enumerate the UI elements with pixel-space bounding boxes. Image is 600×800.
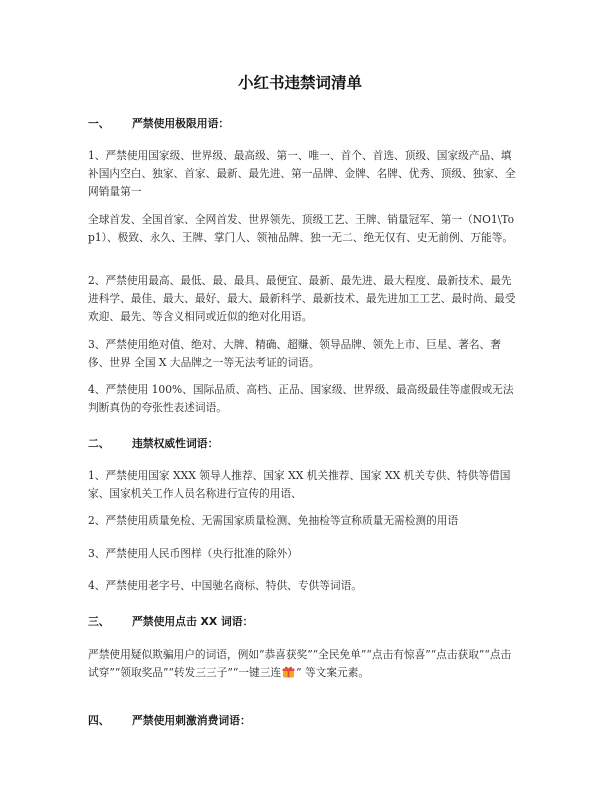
section-number: 二、: [88, 437, 110, 450]
section-heading-2: [88, 436, 218, 454]
section-number: 一、: [88, 117, 110, 130]
section-title: 严禁使用点击 XX 词语：: [132, 615, 254, 628]
paragraph-text: ” 等文案元素。: [296, 666, 370, 679]
section-heading-4: [88, 713, 251, 731]
paragraph: 4、严禁使用 100%、国际品质、高档、正品、国家级、世界级、最高级最佳等虚假或无法判断真伪的夸张性表述词语。: [88, 383, 514, 414]
section-title: 严禁使用刺激消费词语：: [132, 714, 251, 727]
paragraph: 1、严禁使用国家 XXX 领导人推荐、国家 XX 机关推荐、国家 XX 机关专供、特供等借国家、国家机关工作人员名称进行宣传的用语、: [88, 469, 511, 500]
section-title: 违禁权威性词语：: [132, 437, 219, 450]
section-number: 四、: [88, 714, 110, 727]
paragraph: 3、严禁使用人民币图样（央行批准的除外）: [88, 547, 298, 560]
paragraph: 2、严禁使用最高、最低、最、最具、最便宜、最新、最先进、最大程度、最新技术、最先进科学、最佳、最大、最好、最大、最新科学、最新技术、最先进加工工艺、最时尚、最受欢迎、最先、等含义相同或近似的绝对化用语。: [88, 274, 516, 323]
section-heading-3: [88, 614, 253, 632]
paragraph: 全球首发、全国首家、全网首发、世界领先、顶级工艺、王牌、销量冠军、第一（NO1\Top1）、极致、永久、王牌、掌门人、领袖品牌、独一无二、绝无仅有、史无前例、万能等。: [88, 213, 514, 244]
paragraph: 1、严禁使用国家级、世界级、最高级、第一、唯一、首个、首选、顶级、国家级产品、填补国内空白、独家、首家、最新、最先进、第一品牌、金牌、名牌、优秀、顶级、独家、全网销量第一: [88, 149, 516, 198]
section-title: 严禁使用极限用语：: [132, 117, 230, 130]
gift-box-icon: [282, 665, 295, 678]
section-heading-1: [88, 116, 229, 134]
paragraph-text: 严禁使用疑似欺骗用户的词语，例如“恭喜获奖”“全民免单”“点击有惊喜”“点击获取”“点击试穿”“领取奖品”“转发三三子”“一键三连: [88, 648, 512, 679]
document-title: 小红书违禁词清单: [237, 74, 362, 92]
section-number: 三、: [88, 615, 110, 628]
paragraph: 3、严禁使用绝对值、绝对、大牌、精确、超赚、领导品牌、领先上市、巨星、著名、奢侈、世界 全国 X 大品牌之一等无法考证的词语。: [88, 338, 501, 369]
paragraph: 2、严禁使用质量免检、无需国家质量检测、免抽检等宣称质量无需检测的用语: [88, 514, 459, 527]
paragraph: [88, 646, 518, 682]
paragraph: 4、严禁使用老字号、中国驰名商标、特供、专供等词语。: [88, 579, 362, 592]
